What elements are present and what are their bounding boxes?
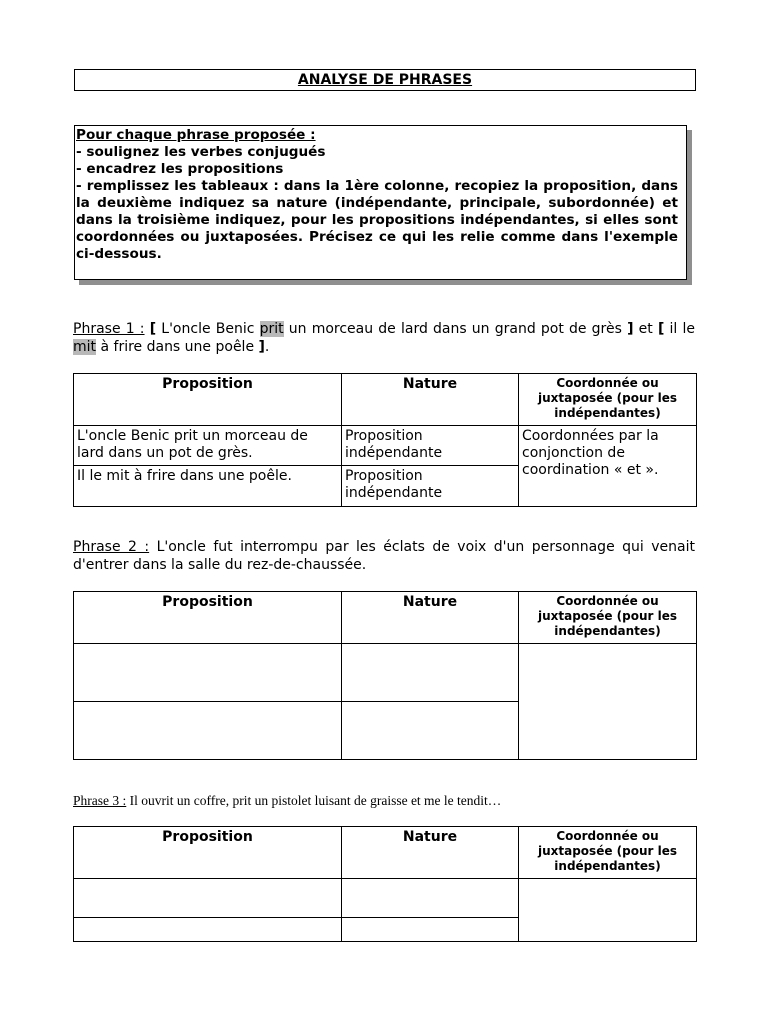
sentence-text: . — [264, 338, 270, 355]
header-proposition: Proposition — [74, 592, 342, 644]
sentence-text: et — [633, 321, 658, 337]
table-row — [74, 426, 697, 466]
phrase-3-label: Phrase 3 : — [73, 793, 127, 808]
page-title: ANALYSE DE PHRASES — [297, 72, 473, 88]
instructions-heading: Pour chaque phrase proposée : — [76, 127, 316, 143]
phrase-2-sentence — [73, 539, 695, 574]
header-nature: Nature — [342, 592, 519, 644]
bracket-close: ] — [627, 321, 634, 337]
instruction-paragraph: - remplissez les tableaux : dans la 1ère colonne, recopiez la proposition, dans la deuxième indiquez sa nature (indépendante, principale, subordonnée) et dans la troisième indiquez, pour les propositions indépendantes, si elles sont coordonnées ou juxtaposées. Précisez ce qui les relie comme dans l'exemple ci-dessous. — [76, 178, 678, 262]
coordination-cell: Coordonnées par la conjonction de coordination « et ». — [519, 426, 697, 507]
sentence-text: Il ouvrit un coffre, prit un pistolet luisant de graisse et me le tendit… — [126, 793, 502, 808]
coordination-cell-empty[interactable] — [519, 644, 697, 760]
nature-cell-empty[interactable] — [342, 644, 519, 702]
proposition-cell-empty[interactable] — [74, 918, 342, 942]
proposition-cell-empty[interactable] — [74, 879, 342, 918]
phrase-1-sentence — [73, 321, 695, 356]
header-nature: Nature — [342, 827, 519, 879]
verb-highlight: mit — [73, 338, 97, 355]
header-coordination: Coordonnée ou juxtaposée (pour les indépendantes) — [519, 374, 697, 426]
coordination-cell-empty[interactable] — [519, 879, 697, 942]
nature-cell-empty[interactable] — [342, 918, 519, 942]
title-box — [74, 69, 696, 91]
sentence-text: L'oncle fut interrompu par les éclats de voix d'un personnage qui venait d'entrer dans la salle du rez-de-chaussée. — [73, 539, 695, 573]
header-proposition: Proposition — [74, 827, 342, 879]
header-nature: Nature — [342, 374, 519, 426]
instruction-item: - encadrez les propositions — [76, 161, 284, 177]
nature-cell: Proposition indépendante — [342, 466, 519, 507]
bracket-close: ] — [258, 338, 265, 355]
instructions-box — [74, 125, 687, 280]
bracket-open: [ — [149, 321, 157, 337]
phrase-3-table — [73, 826, 697, 942]
bracket-open: [ — [657, 321, 665, 337]
sentence-text: un morceau de lard dans un grand pot de grès — [283, 321, 628, 337]
phrase-1-table — [73, 373, 697, 507]
header-proposition: Proposition — [74, 374, 342, 426]
phrase-2-label: Phrase 2 : — [73, 539, 150, 555]
phrase-1-label: Phrase 1 : — [73, 321, 145, 337]
proposition-cell-empty[interactable] — [74, 644, 342, 702]
header-coordination: Coordonnée ou juxtaposée (pour les indépendantes) — [519, 827, 697, 879]
sentence-text: il le — [664, 321, 695, 337]
instruction-item: - soulignez les verbes conjugués — [76, 144, 326, 160]
verb-highlight: prit — [259, 321, 284, 337]
sentence-text: L'oncle Benic — [156, 321, 260, 337]
header-coordination: Coordonnée ou juxtaposée (pour les indépendantes) — [519, 592, 697, 644]
phrase-3-sentence — [73, 792, 695, 810]
proposition-cell: L'oncle Benic prit un morceau de lard dans un pot de grès. — [74, 426, 342, 466]
nature-cell-empty[interactable] — [342, 702, 519, 760]
sentence-text: à frire dans une poêle — [96, 338, 259, 355]
table-row — [74, 644, 697, 702]
nature-cell-empty[interactable] — [342, 879, 519, 918]
proposition-cell: Il le mit à frire dans une poêle. — [74, 466, 342, 507]
nature-cell: Proposition indépendante — [342, 426, 519, 466]
proposition-cell-empty[interactable] — [74, 702, 342, 760]
phrase-2-table — [73, 591, 697, 760]
table-row — [74, 879, 697, 918]
